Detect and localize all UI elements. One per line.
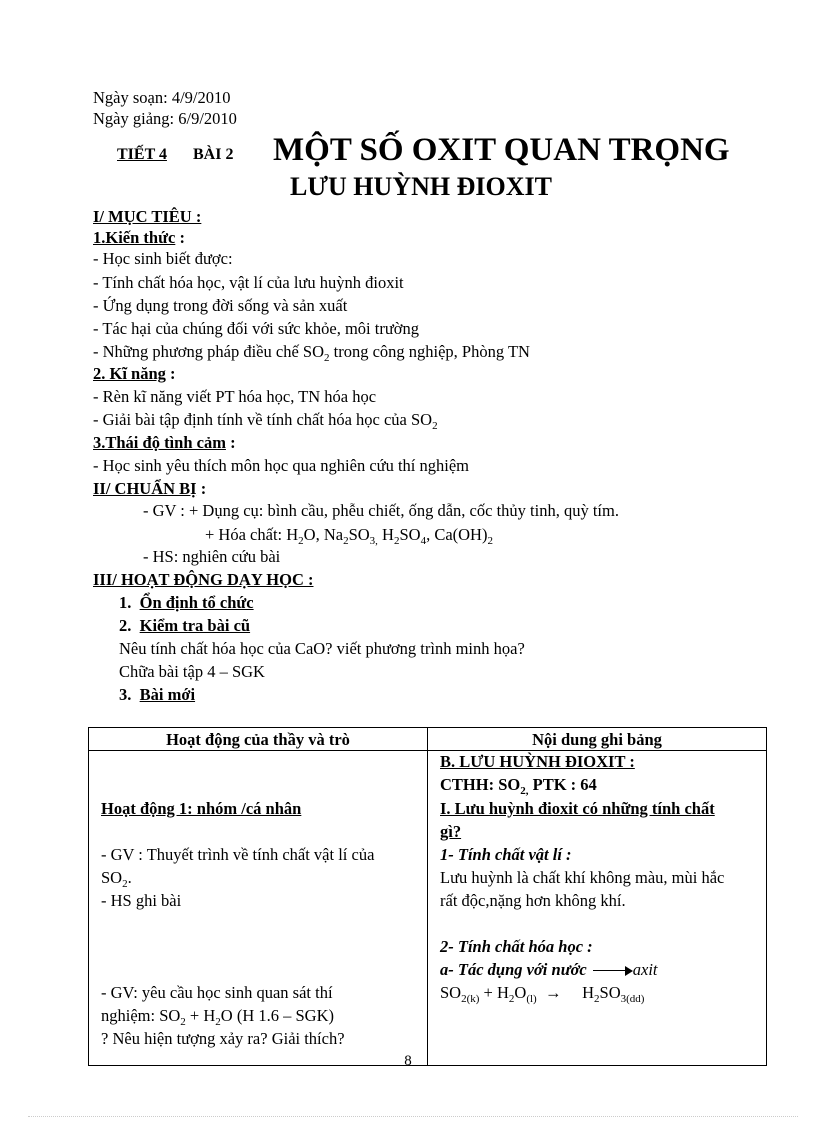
attitude-heading-colon: : (225, 433, 236, 452)
lesson-table (88, 727, 767, 1066)
hs-note: - HS ghi bài (101, 891, 182, 910)
preparation-heading (93, 478, 206, 499)
water-reaction-label: a- Tác dụng với nước (440, 960, 587, 979)
physical-properties-text-cont: rất độc,nặng hơn không khí. (440, 891, 626, 910)
part-1-heading-cont: gì? (440, 822, 462, 841)
attitude-heading (93, 432, 236, 453)
lesson-label: TIẾT 4 (117, 146, 167, 163)
skills-item: - Rèn kĩ năng viết PT hóa học, TN hóa học (93, 387, 377, 406)
reaction-equation: $SO_{2(k)} + H_2O_{(l)}$ → $H_2SO_{3(dd)}$ (440, 983, 645, 1005)
step-2-text: Kiểm tra bài cũ (139, 616, 251, 635)
activities-cell (89, 751, 428, 1066)
section-b-heading: B. LƯU HUỲNH ĐIOXIT : (440, 752, 635, 771)
table-row (89, 751, 767, 1066)
content-cell (428, 751, 767, 1066)
bottom-rule (28, 1116, 798, 1117)
knowledge-item: - Ứng dụng trong đời sống và sản xuất (93, 296, 348, 315)
physical-properties-heading: 1- Tính chất vật lí : (440, 845, 572, 864)
activities-heading: III/ HOẠT ĐỘNG DẠY HỌC : (93, 570, 314, 589)
date-taught: Ngày giảng: 6/9/2010 (93, 109, 237, 128)
date-prepared: Ngày soạn: 4/9/2010 (93, 88, 231, 107)
knowledge-heading (93, 227, 185, 248)
step-1-text: Ổn định tổ chức (139, 593, 254, 612)
preparation-heading-text: II/ CHUẨN BỊ (93, 479, 197, 498)
page-title: MỘT SỐ OXIT QUAN TRỌNG (273, 132, 730, 168)
table-header-row (89, 728, 767, 751)
review-homework: Chữa bài tập 4 – SGK (119, 662, 265, 681)
skills-item-text: - Giải bài tập định tính về tính chất hóa học của SO (93, 410, 433, 429)
gv-instruction-1: - GV : Thuyết trình về tính chất vật lí của (101, 845, 375, 864)
gv-instruction-2-formula: nghiệm: $SO_2 + H_2O$ (H 1.6 – SGK) (101, 1006, 334, 1028)
so2-label: SO (101, 868, 123, 887)
step-3-number: 3. (119, 685, 132, 704)
knowledge-item: - Học sinh biết được: (93, 249, 233, 268)
step-2 (119, 615, 250, 636)
step-1 (119, 592, 254, 613)
objectives-heading: I/ MỤC TIÊU : (93, 207, 202, 226)
arrow-right-icon (593, 966, 633, 976)
skills-item: - Giải bài tập định tính về tính chất hóa học của $SO_2$ (93, 410, 438, 432)
formula-prefix: CTHH: SO (440, 775, 521, 794)
col-content-header: Nội dung ghi bảng (428, 728, 767, 751)
experiment-prefix: nghiệm: SO (101, 1006, 181, 1025)
activity-1-heading: Hoạt động 1: nhóm /cá nhân (101, 799, 302, 818)
gv-question: ? Nêu hiện tượng xảy ra? Giải thích? (101, 1029, 345, 1048)
attitude-heading-text: 3.Thái độ tình cảm (93, 433, 226, 452)
step-1-number: 1. (119, 593, 132, 612)
preparation-hs: - HS: nghiên cứu bài (143, 547, 281, 566)
step-3-text: Bài mới (139, 685, 196, 704)
knowledge-item: - Những phương pháp điều chế $SO_2$ trong công nghiệp, Phòng TN (93, 342, 530, 364)
water-reaction-heading (440, 959, 658, 980)
step-3 (119, 684, 195, 705)
preparation-heading-colon: : (196, 479, 207, 498)
formula-suffix: PTK : 64 (528, 775, 597, 794)
gv-instruction-1-formula: $SO_2$. (101, 868, 132, 890)
knowledge-heading-text: 1.Kiến thức (93, 228, 176, 247)
step-2-number: 2. (119, 616, 132, 635)
chemicals-prefix: + Hóa chất: (205, 525, 287, 544)
experiment-suffix: (H 1.6 – SGK) (232, 1006, 334, 1025)
formula-line: CTHH: $SO_{2,}$ PTK : 64 (440, 775, 597, 797)
page-subtitle: LƯU HUỲNH ĐIOXIT (290, 172, 552, 201)
review-question: Nêu tính chất hóa học của CaO? viết phương trình minh họa? (119, 639, 525, 658)
physical-properties-text: Lưu huỳnh là chất khí không màu, mùi hắc (440, 868, 725, 887)
gv-instruction-2: - GV: yêu cầu học sinh quan sát thí (101, 983, 333, 1002)
knowledge-heading-colon: : (175, 228, 185, 247)
knowledge-item-text: - Những phương pháp điều chế SO (93, 342, 324, 361)
knowledge-item: - Tác hại của chúng đối với sức khỏe, môi trường (93, 319, 419, 338)
lesson-number: BÀI 2 (193, 146, 234, 163)
page-number: 8 (404, 1053, 412, 1069)
chemical-properties-heading: 2- Tính chất hóa học : (440, 937, 593, 956)
skills-heading-colon: : (165, 364, 176, 383)
knowledge-item-tail: trong công nghiệp, Phòng TN (329, 342, 530, 361)
knowledge-item: - Tính chất hóa học, vật lí của lưu huỳnh đioxit (93, 273, 404, 292)
preparation-gv: - GV : + Dụng cụ: bình cầu, phễu chiết, ống dẫn, cốc thủy tinh, quỳ tím. (143, 501, 619, 520)
attitude-item: - Học sinh yêu thích môn học qua nghiên cứu thí nghiệm (93, 456, 469, 475)
skills-heading (93, 363, 176, 384)
skills-heading-text: 2. Kĩ năng (93, 364, 166, 383)
col-activities-header: Hoạt động của thầy và trò (89, 728, 428, 751)
preparation-chemicals: + Hóa chất: $H_2O$, $Na_2SO_{3,}$ $H_2SO_4$, $Ca(OH)_2$ (205, 525, 493, 547)
part-1-heading: I. Lưu huỳnh đioxit có những tính chất (440, 799, 715, 818)
acid-label: axit (632, 960, 658, 979)
